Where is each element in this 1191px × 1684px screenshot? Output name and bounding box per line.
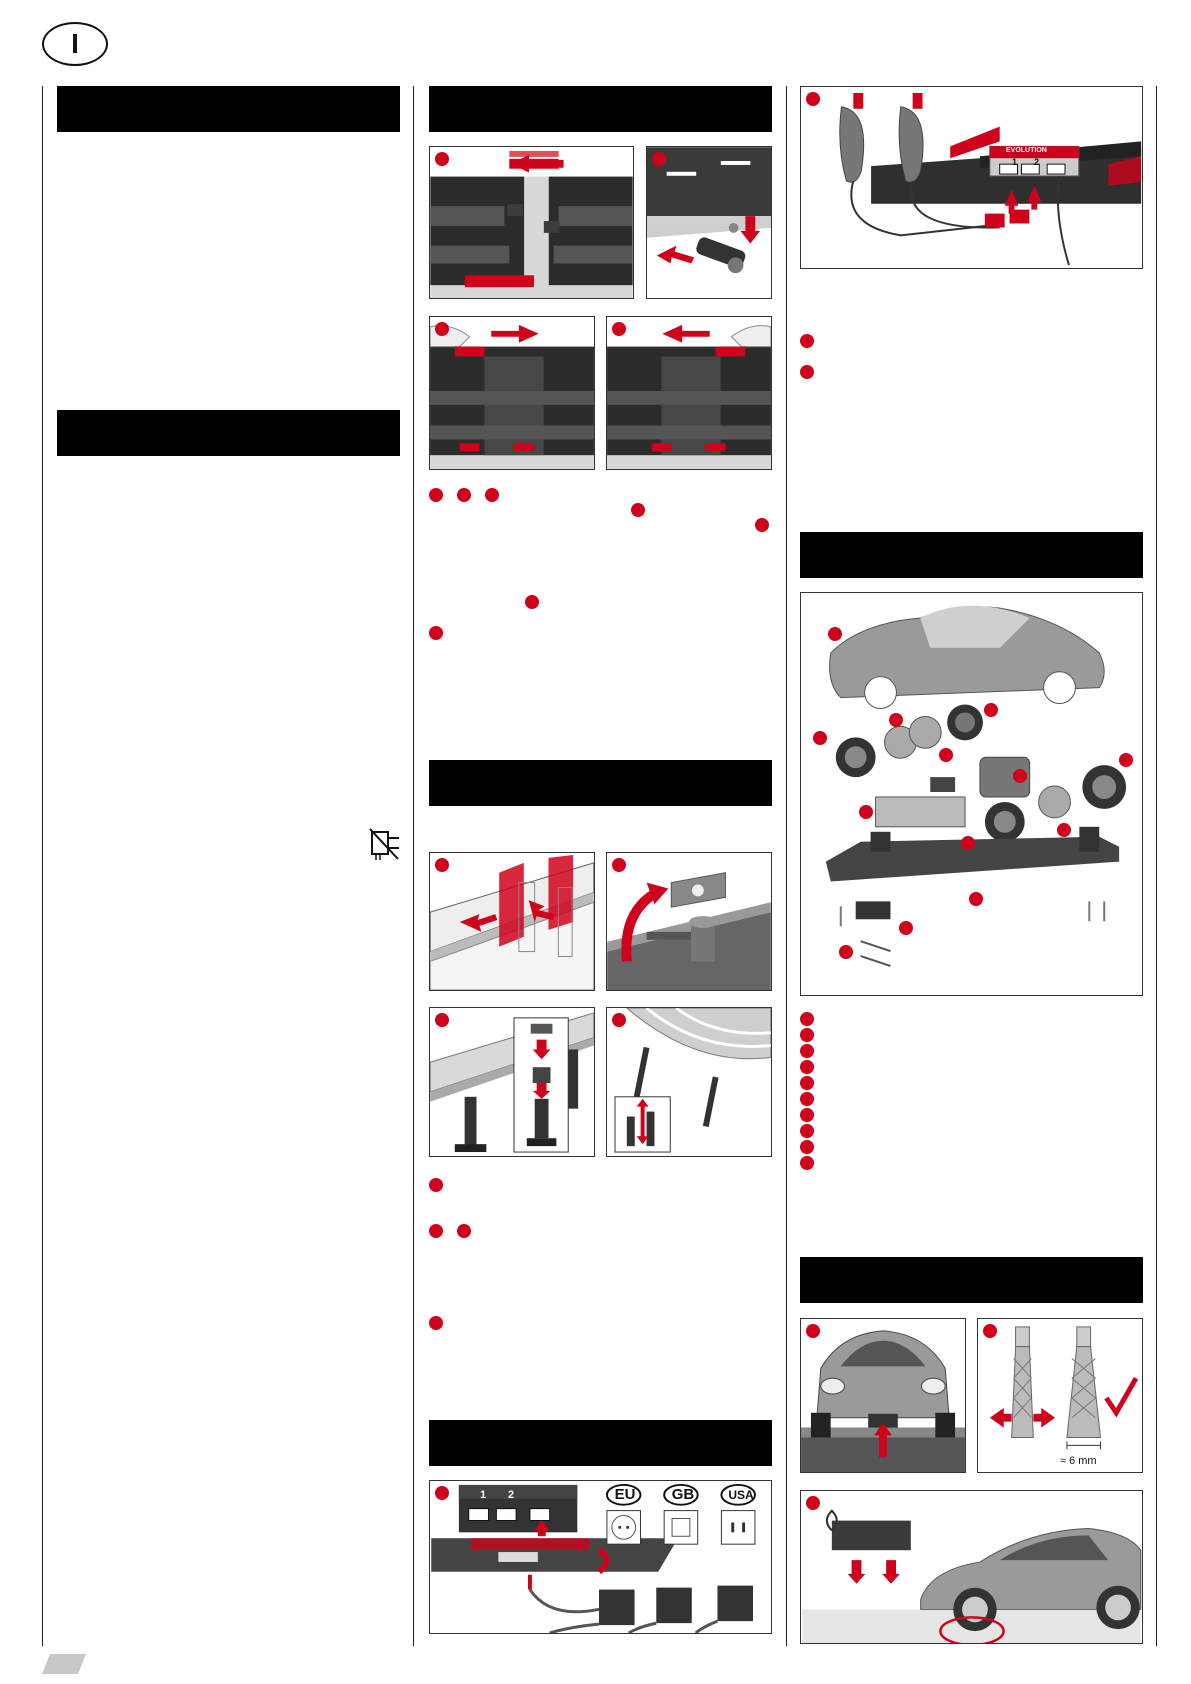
step-dot <box>457 488 471 502</box>
legend-dot <box>800 1044 814 1058</box>
figure-support-curve <box>606 1007 772 1157</box>
step-dot <box>435 152 449 166</box>
step-dot <box>889 713 903 727</box>
legend-dot <box>800 1140 814 1154</box>
figure-car-front <box>800 1318 966 1473</box>
section-header-intro <box>57 86 400 132</box>
column-divider-1 <box>413 86 414 1646</box>
step-dot <box>806 1324 820 1338</box>
legend-dot <box>800 1060 814 1074</box>
step-dot <box>839 945 853 959</box>
step-dot <box>800 334 814 348</box>
legend-dot <box>800 1156 814 1170</box>
column-divider-2 <box>786 86 787 1646</box>
lane-number-1: 1 <box>480 1489 487 1501</box>
section-header-safety <box>57 410 400 456</box>
section-header-track-assembly <box>429 86 772 132</box>
figure-support-pillar <box>429 1007 595 1157</box>
step-dot <box>435 1486 449 1500</box>
figure-controllers <box>800 86 1143 269</box>
legend-dot <box>800 1124 814 1138</box>
step-dot <box>435 858 449 872</box>
legend-dot <box>800 1076 814 1090</box>
step-dot <box>806 1496 820 1510</box>
column-divider-right <box>1156 86 1157 1646</box>
figure-exploded-car <box>800 592 1143 996</box>
step-dot <box>429 1178 443 1192</box>
legend-dot <box>800 1092 814 1106</box>
step-dot <box>1119 753 1133 767</box>
figure-guardrail <box>429 852 595 991</box>
section-header-car-parts <box>800 532 1143 578</box>
step-dot <box>983 1324 997 1338</box>
step-dot <box>1013 769 1027 783</box>
step-dot <box>969 892 983 906</box>
step-dot <box>806 92 820 106</box>
language-badge: I <box>42 22 108 66</box>
plug-label-eu: EU <box>614 1486 636 1503</box>
lane-number-2: 2 <box>508 1489 515 1501</box>
figure-track-clip <box>646 146 772 299</box>
figure-track-slide-right <box>429 316 595 470</box>
section-header-guide-keel <box>800 1257 1143 1303</box>
controller-lane-2: 2 <box>1034 157 1040 167</box>
step-dot <box>813 731 827 745</box>
step-dot <box>429 1224 443 1238</box>
section-header-supports <box>429 760 772 806</box>
step-dot <box>525 595 539 609</box>
step-dot <box>939 748 953 762</box>
step-dot <box>429 626 443 640</box>
braid-measure-label: ≈ 6 mm <box>1060 1455 1097 1467</box>
step-dot <box>961 836 975 850</box>
unplug-icon <box>368 827 404 861</box>
checkmark-icon <box>1106 1378 1136 1413</box>
step-dot <box>984 703 998 717</box>
plug-label-gb: GB <box>671 1486 695 1503</box>
controller-brand: EVOLUTION <box>1006 147 1047 154</box>
step-dot <box>429 1316 443 1330</box>
figure-braid <box>977 1318 1143 1473</box>
step-dot <box>485 488 499 502</box>
page-corner-mark <box>42 1654 86 1674</box>
step-dot <box>612 858 626 872</box>
step-dot <box>435 1013 449 1027</box>
step-dot <box>755 518 769 532</box>
figure-track-connection <box>429 146 634 299</box>
figure-power-supply <box>429 1480 772 1634</box>
step-dot <box>899 921 913 935</box>
step-dot <box>828 627 842 641</box>
step-dot <box>612 1013 626 1027</box>
step-dot <box>800 365 814 379</box>
step-dot <box>859 805 873 819</box>
figure-support-rotate <box>606 852 772 991</box>
controller-lane-1: 1 <box>1012 157 1018 167</box>
step-dot <box>1057 823 1071 837</box>
step-dot <box>652 152 666 166</box>
step-dot <box>435 322 449 336</box>
figure-car-side <box>800 1490 1143 1644</box>
legend-dot <box>800 1108 814 1122</box>
column-divider-left <box>42 86 43 1646</box>
legend-dot <box>800 1028 814 1042</box>
step-dot <box>612 322 626 336</box>
legend-dot <box>800 1012 814 1026</box>
step-dot <box>631 503 645 517</box>
section-header-power <box>429 1420 772 1466</box>
step-dot <box>429 488 443 502</box>
plug-label-usa: USA <box>728 1488 754 1502</box>
figure-track-slide-left <box>606 316 772 470</box>
step-dot <box>457 1224 471 1238</box>
